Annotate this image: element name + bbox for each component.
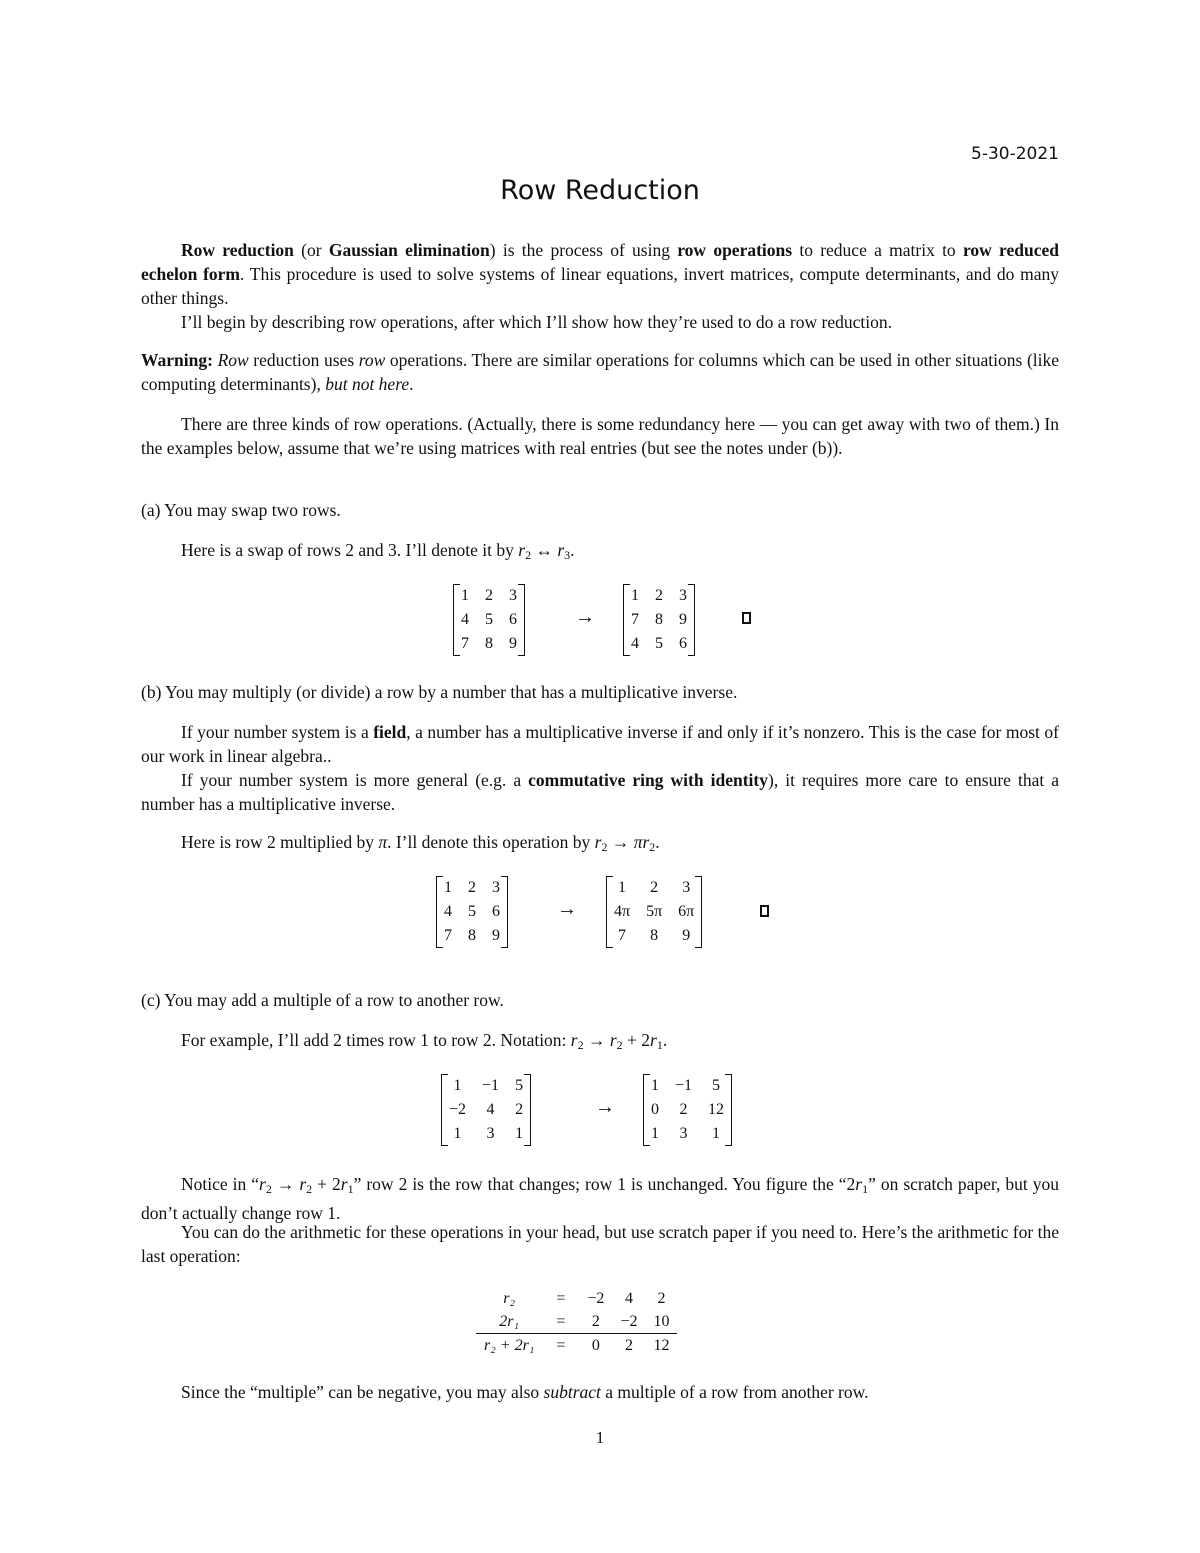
text: ↔	[531, 540, 558, 560]
matrix-entry: 1	[453, 1125, 462, 1142]
math-r: r	[594, 832, 602, 852]
op-b-desc	[141, 830, 1059, 859]
text: For example, I’ll add 2 times row 1 to row 2. Notation:	[181, 1030, 571, 1050]
right-bracket	[501, 876, 508, 948]
matrix-entry: 7	[618, 927, 627, 944]
matrix-entry: 4	[486, 1101, 495, 1118]
text: (or	[293, 240, 329, 260]
matrix-entry: 3	[679, 1125, 688, 1142]
text: 2	[641, 1030, 651, 1050]
subscript: 2	[616, 1038, 623, 1052]
term-ring: commutative ring with identity	[528, 770, 769, 790]
math-r: r	[557, 540, 565, 560]
emph: row	[358, 350, 386, 370]
text: . I’ll denote this operation by	[387, 832, 595, 852]
term-gaussian: Gaussian elimination	[328, 240, 490, 260]
matrix-entry: 3	[486, 1125, 495, 1142]
left-bracket	[436, 876, 443, 948]
matrix-entry: 7	[631, 611, 639, 628]
intro-paragraph-2: I’ll begin by describing row operations, after which I’ll show how they’re used to do a row reduction.	[181, 312, 892, 332]
text: Notice in “	[181, 1174, 260, 1194]
math-r: r	[650, 1030, 657, 1050]
matrix-entry: 2	[485, 587, 493, 604]
arithmetic-table	[476, 1287, 677, 1357]
right-bracket	[518, 584, 525, 656]
qed-box-icon	[760, 905, 769, 917]
op-b-heading: (b) You may multiply (or divide) a row by a number that has a multiplicative inverse.	[141, 682, 738, 702]
matrix-entry: −1	[675, 1077, 693, 1094]
text: If your number system is a	[181, 722, 374, 742]
matrix-entry: 1	[461, 587, 469, 604]
text: 2	[846, 1174, 856, 1194]
matrix-entry: 5	[712, 1077, 721, 1094]
text: .	[409, 374, 414, 394]
matrix-entry: 7	[461, 635, 469, 652]
math-pi: π	[378, 832, 388, 852]
text: operations. There are similar operations for columns which can be used in other situations (like computing determinants),	[141, 350, 1060, 394]
emph: subtract	[543, 1382, 601, 1402]
text: →	[583, 1030, 610, 1050]
matrix-entry: 9	[679, 611, 687, 628]
right-bracket	[695, 876, 702, 948]
left-bracket	[606, 876, 613, 948]
arith-cell: =	[542, 1334, 579, 1358]
matrix-entry: 1	[453, 1077, 462, 1094]
subscript: 3	[564, 548, 571, 562]
matrix-entry: 1	[515, 1125, 524, 1142]
matrix-entry: 2	[515, 1101, 524, 1118]
arith-label: r₂ + 2r₁	[476, 1334, 542, 1358]
text: , a number has a multiplicative inverse if and only if it’s nonzero. This is the case for most of our work in linear algebra..	[141, 722, 1059, 766]
arith-cell: 2	[657, 1289, 666, 1307]
left-bracket	[441, 1074, 448, 1146]
subscript: 2	[577, 1038, 584, 1052]
math-r: r	[570, 1030, 578, 1050]
matrix-b-left	[436, 876, 508, 948]
matrix-entry: 8	[655, 611, 663, 628]
text: .	[662, 1030, 668, 1050]
math-r: r	[259, 1174, 266, 1194]
math-r: r	[642, 832, 650, 852]
arith-cell: =	[556, 1289, 566, 1307]
matrix-entry: −1	[482, 1077, 500, 1094]
arith-label: 2r₁	[499, 1312, 520, 1330]
term-rref: row reduced echelon form	[141, 240, 1060, 284]
matrix-entry: 9	[509, 635, 517, 652]
warning-paragraph	[141, 348, 1059, 396]
text: to reduce a matrix to	[792, 240, 963, 260]
matrix-entry: 4π	[614, 903, 631, 920]
matrix-entry: 1	[651, 1125, 659, 1142]
matrix-entry: 12	[708, 1101, 725, 1118]
matrix-entry: 2	[679, 1101, 688, 1118]
text: Since the “multiple” can be negative, you may also	[181, 1382, 544, 1402]
matrix-entry: 3	[682, 879, 691, 896]
text: ” row 2 is the row that changes; row 1 is unchanged. You figure the “	[353, 1174, 847, 1194]
subscript: 2	[306, 1182, 313, 1196]
notice-paragraph	[141, 1172, 1059, 1225]
text: a multiple of a row from another row.	[600, 1382, 869, 1402]
text: .	[570, 540, 575, 560]
text: If your number system is more general (e.g. a	[181, 770, 529, 790]
matrix-entry: 2	[650, 879, 659, 896]
matrix-entry: 0	[651, 1101, 659, 1118]
matrix-entry: 6	[509, 611, 517, 628]
arith-cell: 2	[612, 1334, 645, 1358]
emph: Row	[217, 350, 249, 370]
matrix-entry: 6π	[678, 903, 695, 920]
left-bracket	[643, 1074, 650, 1146]
matrix-entry: 4	[444, 903, 452, 920]
arith-cell: 10	[653, 1312, 670, 1330]
text: ) is the process of using	[489, 240, 678, 260]
arith-intro: You can do the arithmetic for these operations in your head, but use scratch paper if you need to. Here’s the arithmetic for the last operation:	[141, 1222, 1059, 1266]
text: reduction uses	[248, 350, 359, 370]
arith-label: r₂	[503, 1289, 516, 1307]
arith-cell: 2	[591, 1312, 600, 1330]
subscript: 1	[862, 1182, 869, 1196]
math-r: r	[299, 1174, 307, 1194]
qed-box-icon	[742, 612, 751, 624]
matrix-c-right	[643, 1074, 732, 1146]
term-field: field	[373, 722, 407, 742]
matrix-entry: 5π	[646, 903, 663, 920]
matrix-entry: 7	[444, 927, 452, 944]
matrix-entry: 9	[492, 927, 500, 944]
matrix-entry: 6	[679, 635, 687, 652]
matrix-entry: 5	[655, 635, 663, 652]
matrix-entry: 1	[631, 587, 639, 604]
arrow-b: →	[557, 898, 577, 920]
matrix-a-left	[453, 584, 525, 656]
emph: but not here	[325, 374, 410, 394]
subscript: 2	[265, 1182, 272, 1196]
date: 5-30-2021	[971, 144, 1059, 164]
matrix-entry: 3	[509, 587, 517, 604]
matrix-entry: 4	[461, 611, 469, 628]
term-row-operations: row operations	[677, 240, 793, 260]
arrow-a: →	[575, 606, 595, 628]
matrix-entry: 5	[468, 903, 476, 920]
math-r: r	[609, 1030, 617, 1050]
right-bracket	[524, 1074, 531, 1146]
text: 2	[332, 1174, 341, 1194]
matrix-entry: 5	[485, 611, 493, 628]
subscript: 2	[649, 840, 656, 854]
matrix-c-left	[441, 1074, 531, 1146]
text: +	[312, 1174, 333, 1194]
left-bracket	[453, 584, 460, 656]
matrix-entry: 9	[682, 927, 691, 944]
math-pi: π	[633, 832, 643, 852]
math-r: r	[518, 540, 526, 560]
subscript: 2	[525, 548, 532, 562]
op-a-heading: (a) You may swap two rows.	[141, 500, 341, 520]
matrix-entry: 8	[650, 927, 659, 944]
matrix-entry: 3	[492, 879, 500, 896]
matrix-entry: 2	[468, 879, 476, 896]
right-bracket	[725, 1074, 732, 1146]
text: ), it requires more care to ensure that a number has a multiplicative inverse.	[141, 770, 1060, 814]
subscript: 2	[601, 840, 608, 854]
op-b-field	[141, 720, 1059, 768]
matrix-entry: 3	[679, 587, 687, 604]
arrow-c: →	[595, 1096, 615, 1118]
matrix-b-right	[606, 876, 702, 948]
matrix-entry: 1	[651, 1077, 659, 1094]
subscript: 1	[347, 1182, 354, 1196]
arith-cell: 4	[624, 1289, 633, 1307]
op-c-desc	[141, 1028, 1059, 1057]
text: →	[271, 1174, 300, 1194]
matrix-entry: 4	[631, 635, 639, 652]
text: ” on scratch paper, but you don’t actually change row 1.	[141, 1174, 1060, 1223]
subscript: 1	[656, 1038, 663, 1052]
matrix-entry: 1	[444, 879, 452, 896]
final-paragraph	[141, 1380, 1059, 1404]
matrix-entry: 6	[492, 903, 500, 920]
matrix-entry: 1	[618, 879, 627, 896]
matrix-entry: −2	[449, 1101, 467, 1118]
matrix-entry: 2	[655, 587, 663, 604]
matrix-a-right	[623, 584, 695, 656]
arith-cell: −2	[587, 1289, 605, 1307]
text: .	[655, 832, 660, 852]
term-row-reduction: Row reduction	[181, 240, 294, 260]
op-c-heading: (c) You may add a multiple of a row to another row.	[141, 990, 504, 1010]
math-r: r	[340, 1174, 348, 1194]
left-bracket	[623, 584, 630, 656]
text: . This procedure is used to solve systems of linear equations, invert matrices, compute determinants, and do many other things.	[141, 264, 1059, 308]
text: Here is row 2 multiplied by	[181, 832, 379, 852]
warning-label: Warning:	[141, 350, 213, 370]
intro-paragraph	[141, 238, 1059, 310]
text: →	[607, 832, 634, 852]
arith-cell: 12	[645, 1334, 677, 1358]
arith-cell: 0	[579, 1334, 612, 1358]
kinds-paragraph: There are three kinds of row operations. (Actually, there is some redundancy here — you can get away with two of them.) In the examples below, assume that we’re using matrices with real entries (but see the notes under (b)).	[141, 414, 1059, 458]
matrix-entry: 5	[515, 1077, 524, 1094]
page-title: Row Reduction	[500, 175, 700, 206]
arith-cell: =	[556, 1312, 566, 1330]
matrix-entry: 1	[712, 1125, 721, 1142]
matrix-entry: 8	[485, 635, 493, 652]
text: Here is a swap of rows 2 and 3. I’ll denote it by	[181, 540, 519, 560]
arith-cell: −2	[620, 1312, 638, 1330]
op-b-ring	[141, 768, 1059, 816]
right-bracket	[688, 584, 695, 656]
math-r: r	[855, 1174, 863, 1194]
matrix-entry: 8	[468, 927, 476, 944]
page-number: 1	[595, 1428, 605, 1447]
op-a-desc	[141, 538, 1059, 567]
text: +	[622, 1030, 642, 1050]
